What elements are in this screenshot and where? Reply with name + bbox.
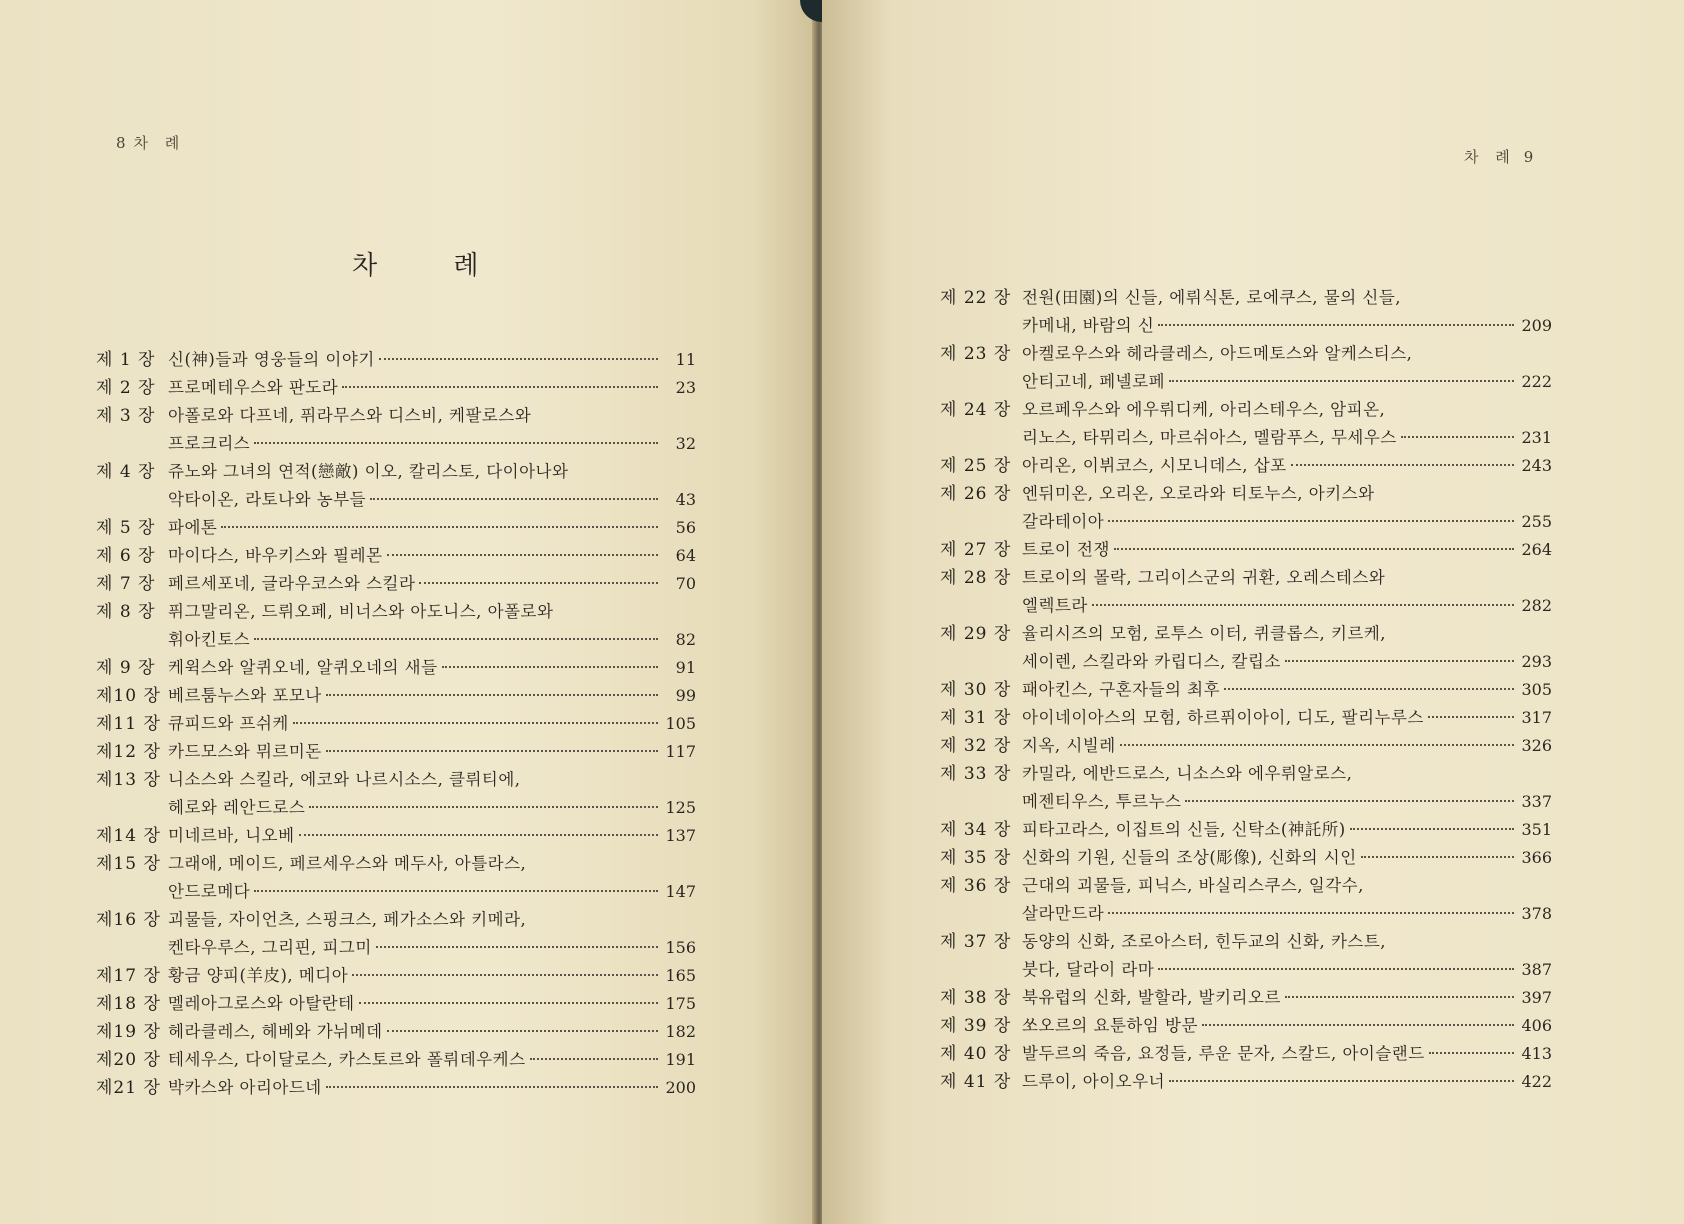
dot-leader (326, 694, 658, 696)
chapter-title: 괴물들, 자이언츠, 스핑크스, 페가소스와 키메라, (168, 910, 527, 929)
chapter-number: 제 30 장 (940, 680, 1012, 700)
toc-entry-line (96, 486, 696, 514)
chapter-title: 엘렉트라 (1022, 596, 1088, 615)
dot-leader (1108, 912, 1514, 914)
toc-entry-line (940, 368, 1552, 396)
chapter-title: 엔뒤미온, 오리온, 오로라와 티토누스, 아키스와 (1022, 484, 1375, 503)
chapter-title: 카드모스와 뮈르미돈 (168, 742, 322, 761)
chapter-title: 멜레아그로스와 아탈란테 (168, 994, 355, 1013)
toc-entry (940, 620, 1552, 676)
toc-entry (940, 732, 1552, 760)
page-number: 64 (675, 546, 696, 565)
toc-entry (940, 844, 1552, 872)
toc-list-right (940, 284, 1552, 1096)
dot-leader (293, 722, 658, 724)
chapter-title: 갈라테이아 (1022, 512, 1105, 531)
page-number: 43 (675, 490, 696, 509)
toc-entry (96, 374, 696, 402)
right-running-title: 차 례 (1464, 148, 1516, 166)
chapter-title: 오르페우스와 에우뤼디케, 아리스테우스, 암피온, (1022, 400, 1386, 419)
chapter-title: 헤로와 레안드로스 (168, 798, 306, 817)
chapter-title: 세이렌, 스킬라와 카립디스, 칼립소 (1022, 652, 1281, 671)
dot-leader (352, 974, 658, 976)
toc-entry (940, 340, 1552, 396)
toc-entry-line (940, 592, 1552, 620)
toc-entry-line (940, 928, 1552, 956)
dot-leader (1158, 324, 1514, 326)
toc-entry (96, 514, 696, 542)
toc-entry-line (940, 536, 1552, 564)
chapter-title: 트로이의 몰락, 그리이스군의 귀환, 오레스테스와 (1022, 568, 1386, 587)
toc-entry (96, 1018, 696, 1046)
dot-leader (1169, 1080, 1514, 1082)
page-number: 422 (1521, 1072, 1552, 1091)
chapter-title: 살라만드라 (1022, 904, 1105, 923)
toc-entry-line (96, 766, 696, 794)
chapter-title: 프로크리스 (168, 434, 251, 453)
chapter-number: 제 1 장 (96, 350, 156, 370)
toc-entry-line (940, 788, 1552, 816)
toc-entry-line (940, 1040, 1552, 1068)
dot-leader (1185, 800, 1514, 802)
toc-entry-line (940, 508, 1552, 536)
toc-entry (940, 984, 1552, 1012)
toc-entry-line (96, 430, 696, 458)
dot-leader (1361, 856, 1514, 858)
toc-entry (96, 850, 696, 906)
page-number: 326 (1521, 736, 1552, 755)
page-number: 366 (1521, 848, 1552, 867)
toc-entry-line (96, 934, 696, 962)
toc-entry-line (96, 626, 696, 654)
toc-entry-line (96, 682, 696, 710)
chapter-title: 패아킨스, 구혼자들의 최후 (1022, 680, 1221, 699)
chapter-title: 리노스, 타뮈리스, 마르쉬아스, 멜람푸스, 무세우스 (1022, 428, 1397, 447)
chapter-number: 제 8 장 (96, 602, 156, 622)
toc-entry-line (96, 1074, 696, 1102)
chapter-number: 제 33 장 (940, 764, 1012, 784)
toc-entry (96, 1074, 696, 1102)
toc-entry-line (940, 676, 1552, 704)
page-number: 200 (665, 1078, 696, 1097)
chapter-title: 파에톤 (168, 518, 218, 537)
page-number: 125 (665, 798, 696, 817)
chapter-number: 제 32 장 (940, 736, 1012, 756)
toc-entry-line (940, 872, 1552, 900)
toc-entry-line (96, 514, 696, 542)
toc-entry-line (96, 878, 696, 906)
toc-entry-line (940, 452, 1552, 480)
page-number: 32 (675, 434, 696, 453)
chapter-number: 제 38 장 (940, 988, 1012, 1008)
toc-entry-line (940, 424, 1552, 452)
toc-entry-line (940, 396, 1552, 424)
chapter-title: 마이다스, 바우키스와 필레몬 (168, 546, 383, 565)
toc-entry-line (96, 1046, 696, 1074)
chapter-title: 드루이, 아이오우너 (1022, 1072, 1166, 1091)
toc-entry-line (96, 598, 696, 626)
chapter-number: 제 28 장 (940, 568, 1012, 588)
dot-leader (254, 442, 658, 444)
page-number: 56 (675, 518, 696, 537)
toc-entry-line (96, 1018, 696, 1046)
toc-entry (96, 1046, 696, 1074)
toc-entry-line (940, 1068, 1552, 1096)
dot-leader (309, 806, 658, 808)
chapter-title: 카메내, 바람의 신 (1022, 316, 1155, 335)
toc-entry (96, 962, 696, 990)
toc-entry (940, 452, 1552, 480)
page-number: 147 (665, 882, 696, 901)
page-number: 99 (675, 686, 696, 705)
dot-leader (326, 1086, 658, 1088)
chapter-title: 전원(田園)의 신들, 에뤼식톤, 로에쿠스, 물의 신들, (1022, 288, 1402, 307)
chapter-title: 악타이온, 라토나와 농부들 (168, 490, 367, 509)
chapter-title: 아리온, 이뷔코스, 시모니데스, 삽포 (1022, 456, 1287, 475)
chapter-title: 쥬노와 그녀의 연적(戀敵) 이오, 칼리스토, 다이아나와 (168, 462, 569, 481)
chapter-number: 제13 장 (96, 770, 161, 790)
chapter-number: 제 3 장 (96, 406, 156, 426)
dot-leader (342, 386, 658, 388)
toc-entry-line (940, 648, 1552, 676)
chapter-title: 메젠티우스, 투르누스 (1022, 792, 1182, 811)
page-number: 23 (675, 378, 696, 397)
dot-leader (221, 526, 658, 528)
page-number: 255 (1521, 512, 1552, 531)
chapter-title: 휘아킨토스 (168, 630, 251, 649)
right-page-number: 9 (1523, 148, 1534, 166)
toc-entry (96, 906, 696, 962)
chapter-number: 제 2 장 (96, 378, 156, 398)
dot-leader (1291, 464, 1514, 466)
left-page (0, 0, 818, 1224)
chapter-title: 율리시즈의 모험, 로투스 이터, 퀴클롭스, 키르케, (1022, 624, 1387, 643)
toc-entry (940, 872, 1552, 928)
toc-entry (96, 402, 696, 458)
dot-leader (1224, 688, 1514, 690)
page-number: 378 (1521, 904, 1552, 923)
toc-entry (96, 458, 696, 514)
chapter-title: 아켈로우스와 헤라클레스, 아드메토스와 알케스티스, (1022, 344, 1413, 363)
toc-entry (96, 542, 696, 570)
dot-leader (254, 890, 658, 892)
left-page-number: 8 (116, 134, 126, 152)
chapter-number: 제 25 장 (940, 456, 1012, 476)
page-number: 243 (1521, 456, 1552, 475)
chapter-number: 제 37 장 (940, 932, 1012, 952)
chapter-title: 켄타우루스, 그리핀, 피그미 (168, 938, 372, 957)
chapter-number: 제11 장 (96, 714, 161, 734)
toc-entry-line (96, 822, 696, 850)
page-number: 137 (665, 826, 696, 845)
toc-entry (96, 738, 696, 766)
chapter-title: 그래애, 메이드, 페르세우스와 메두사, 아틀라스, (168, 854, 527, 873)
chapter-number: 제20 장 (96, 1050, 161, 1070)
chapter-title: 프로메테우스와 판도라 (168, 378, 339, 397)
toc-entry (96, 570, 696, 598)
chapter-title: 헤라클레스, 헤베와 가뉘메데 (168, 1022, 383, 1041)
chapter-title: 붓다, 달라이 라마 (1022, 960, 1155, 979)
chapter-number: 제 34 장 (940, 820, 1012, 840)
page-number: 175 (665, 994, 696, 1013)
toc-entry-line (940, 340, 1552, 368)
page-number: 317 (1521, 708, 1552, 727)
toc-entry-line (940, 900, 1552, 928)
toc-entry-line (940, 564, 1552, 592)
chapter-title: 아폴로와 다프네, 퓌라무스와 디스비, 케팔로스와 (168, 406, 532, 425)
toc-entry-line (940, 844, 1552, 872)
dot-leader (1428, 716, 1514, 718)
chapter-number: 제 24 장 (940, 400, 1012, 420)
chapter-title: 테세우스, 다이달로스, 카스토르와 폴뤼데우케스 (168, 1050, 526, 1069)
page-number: 165 (665, 966, 696, 985)
toc-entry-line (940, 284, 1552, 312)
toc-entry-line (96, 794, 696, 822)
toc-entry-line (940, 620, 1552, 648)
toc-entry (940, 1068, 1552, 1096)
right-running-head (1464, 146, 1541, 167)
chapter-title: 신화의 기원, 신들의 조상(彫像), 신화의 시인 (1022, 848, 1357, 867)
page-number: 337 (1521, 792, 1552, 811)
chapter-title: 피타고라스, 이집트의 신들, 신탁소(神託所) (1022, 820, 1346, 839)
chapter-title: 트로이 전쟁 (1022, 540, 1110, 559)
toc-entry (96, 598, 696, 654)
chapter-title: 지옥, 시빌레 (1022, 736, 1116, 755)
dot-leader (359, 1002, 658, 1004)
toc-entry (940, 760, 1552, 816)
chapter-number: 제16 장 (96, 910, 161, 930)
toc-entry (940, 396, 1552, 452)
chapter-number: 제 22 장 (940, 288, 1012, 308)
chapter-number: 제 35 장 (940, 848, 1012, 868)
toc-entry (940, 1012, 1552, 1040)
page-number: 191 (665, 1050, 696, 1069)
dot-leader (419, 582, 658, 584)
dot-leader (1350, 828, 1514, 830)
chapter-title: 안티고네, 페넬로페 (1022, 372, 1166, 391)
dot-leader (379, 358, 658, 360)
chapter-title: 퓌그말리온, 드뤼오페, 비너스와 아도니스, 아폴로와 (168, 602, 554, 621)
toc-entry-line (96, 346, 696, 374)
chapter-number: 제 36 장 (940, 876, 1012, 896)
dot-leader (326, 750, 658, 752)
chapter-number: 제 31 장 (940, 708, 1012, 728)
toc-entry (940, 704, 1552, 732)
dot-leader (530, 1058, 658, 1060)
page-number: 387 (1521, 960, 1552, 979)
chapter-number: 제17 장 (96, 966, 161, 986)
page-number: 231 (1521, 428, 1552, 447)
dot-leader (254, 638, 658, 640)
chapter-title: 큐피드와 프쉬케 (168, 714, 289, 733)
toc-entry (940, 676, 1552, 704)
left-running-title: 차 례 (133, 134, 186, 152)
page-number: 70 (675, 574, 696, 593)
dot-leader (299, 834, 658, 836)
page-number: 351 (1521, 820, 1552, 839)
chapter-number: 제 29 장 (940, 624, 1012, 644)
toc-entry (940, 816, 1552, 844)
chapter-number: 제 27 장 (940, 540, 1012, 560)
toc-entry-line (940, 704, 1552, 732)
chapter-number: 제12 장 (96, 742, 161, 762)
toc-entry-line (940, 760, 1552, 788)
chapter-title: 발두르의 죽음, 요정들, 루운 문자, 스칼드, 아이슬랜드 (1022, 1044, 1425, 1063)
chapter-title: 카밀라, 에반드로스, 니소스와 에우뤼알로스, (1022, 764, 1353, 783)
chapter-title: 아이네이아스의 모험, 하르퓌이아이, 디도, 팔리누루스 (1022, 708, 1424, 727)
toc-entry (96, 766, 696, 822)
toc-entry (940, 536, 1552, 564)
toc-entry (940, 284, 1552, 340)
dot-leader (1202, 1024, 1514, 1026)
page-number: 293 (1521, 652, 1552, 671)
toc-entry (96, 710, 696, 738)
page-number: 105 (665, 714, 696, 733)
chapter-number: 제 6 장 (96, 546, 156, 566)
dot-leader (376, 946, 658, 948)
dot-leader (387, 554, 658, 556)
chapter-title: 동양의 신화, 조로아스터, 힌두교의 신화, 카스트, (1022, 932, 1387, 951)
left-running-head (108, 132, 185, 153)
toc-entry (96, 346, 696, 374)
page-number: 305 (1521, 680, 1552, 699)
page-number: 222 (1521, 372, 1552, 391)
chapter-number: 제19 장 (96, 1022, 161, 1042)
chapter-title: 황금 양피(羊皮), 메디아 (168, 966, 349, 985)
toc-entry-line (940, 956, 1552, 984)
toc-entry (96, 822, 696, 850)
toc-entry-line (96, 654, 696, 682)
page-number: 156 (665, 938, 696, 957)
chapter-title: 박카스와 아리아드네 (168, 1078, 322, 1097)
dot-leader (1158, 968, 1514, 970)
toc-entry (940, 1040, 1552, 1068)
toc-entry-line (940, 984, 1552, 1012)
chapter-title: 페르세포네, 글라우코스와 스킬라 (168, 574, 416, 593)
toc-entry (96, 682, 696, 710)
page-number: 117 (665, 742, 696, 761)
toc-entry-line (940, 1012, 1552, 1040)
chapter-number: 제10 장 (96, 686, 161, 706)
toc-entry-line (96, 710, 696, 738)
chapter-title: 신(神)들과 영웅들의 이야기 (168, 350, 375, 369)
chapter-title: 케윅스와 알퀴오네, 알퀴오네의 새들 (168, 658, 438, 677)
page-number: 209 (1521, 316, 1552, 335)
dot-leader (1429, 1052, 1514, 1054)
dot-leader (1169, 380, 1514, 382)
chapter-title: 미네르바, 니오베 (168, 826, 295, 845)
chapter-number: 제21 장 (96, 1078, 161, 1098)
dot-leader (370, 498, 658, 500)
toc-entry-line (96, 990, 696, 1018)
page-number: 406 (1521, 1016, 1552, 1035)
chapter-number: 제18 장 (96, 994, 161, 1014)
dot-leader (1285, 660, 1514, 662)
chapter-number: 제 39 장 (940, 1016, 1012, 1036)
toc-entry (940, 928, 1552, 984)
chapter-title: 근대의 괴물들, 피닉스, 바실리스쿠스, 일각수, (1022, 876, 1364, 895)
toc-entry-line (96, 458, 696, 486)
toc-entry-line (96, 962, 696, 990)
page-number: 82 (675, 630, 696, 649)
toc-entry-line (96, 402, 696, 430)
dot-leader (1285, 996, 1514, 998)
dot-leader (1120, 744, 1514, 746)
page-number: 282 (1521, 596, 1552, 615)
chapter-number: 제 4 장 (96, 462, 156, 482)
dot-leader (387, 1030, 658, 1032)
right-page (822, 0, 1684, 1224)
chapter-number: 제 41 장 (940, 1072, 1012, 1092)
toc-entry-line (940, 732, 1552, 760)
toc-heading: 차 례 (352, 251, 513, 281)
chapter-number: 제 40 장 (940, 1044, 1012, 1064)
chapter-title: 북유럽의 신화, 발할라, 발키리오르 (1022, 988, 1281, 1007)
toc-entry (940, 480, 1552, 536)
toc-entry (96, 990, 696, 1018)
chapter-number: 제15 장 (96, 854, 161, 874)
page-number: 413 (1521, 1044, 1552, 1063)
page-number: 182 (665, 1022, 696, 1041)
chapter-number: 제 5 장 (96, 518, 156, 538)
toc-entry-line (96, 374, 696, 402)
page-number: 264 (1521, 540, 1552, 559)
toc-entry-line (96, 906, 696, 934)
toc-entry (940, 564, 1552, 620)
dot-leader (1092, 604, 1514, 606)
chapter-number: 제 23 장 (940, 344, 1012, 364)
toc-entry-line (940, 480, 1552, 508)
dot-leader (1108, 520, 1514, 522)
chapter-title: 쏘오르의 요툰하임 방문 (1022, 1016, 1198, 1035)
dot-leader (442, 666, 658, 668)
toc-entry-line (940, 312, 1552, 340)
toc-list-left (96, 346, 696, 1102)
chapter-title: 니소스와 스킬라, 에코와 나르시소스, 클뤼티에, (168, 770, 521, 789)
chapter-number: 제14 장 (96, 826, 161, 846)
dot-leader (1114, 548, 1514, 550)
chapter-number: 제 9 장 (96, 658, 156, 678)
toc-entry-line (940, 816, 1552, 844)
chapter-title: 안드로메다 (168, 882, 251, 901)
dot-leader (1401, 436, 1514, 438)
chapter-title: 베르툼누스와 포모나 (168, 686, 322, 705)
page-number: 397 (1521, 988, 1552, 1007)
toc-entry (96, 654, 696, 682)
chapter-number: 제 26 장 (940, 484, 1012, 504)
toc-entry-line (96, 570, 696, 598)
page-number: 91 (675, 658, 696, 677)
page-number: 11 (675, 350, 696, 369)
chapter-number: 제 7 장 (96, 574, 156, 594)
toc-entry-line (96, 738, 696, 766)
toc-entry-line (96, 850, 696, 878)
toc-entry-line (96, 542, 696, 570)
